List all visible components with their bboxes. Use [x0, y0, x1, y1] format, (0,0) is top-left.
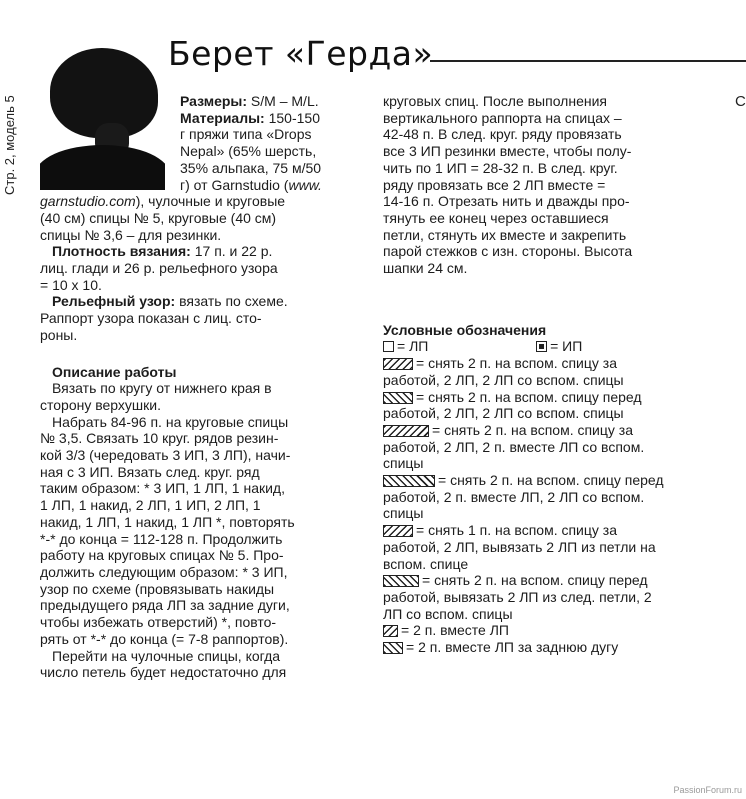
legend-cable-1: = снять 2 п. на вспом. спицу за	[383, 355, 723, 372]
density-line: Плотность вязания: 17 п. и 22 р.	[52, 243, 273, 260]
legend-cable-6: = снять 2 п. на вспом. спицу перед	[383, 572, 723, 589]
relief-pattern-line: Рельефный узор: вязать по схеме.	[52, 293, 288, 310]
website-link: www.	[288, 176, 322, 193]
cable-back-inc-symbol-icon	[383, 525, 413, 537]
page-reference-caption: Стр. 2, модель 5	[2, 95, 17, 195]
legend-lp-ip: = ЛП = ИП	[383, 338, 723, 355]
legend-cable-2: = снять 2 п. на вспом. спицу перед	[383, 389, 723, 406]
website-link-cont: garnstudio.com	[40, 193, 136, 210]
sizes-line: Размеры: S/M – M/L.	[180, 93, 319, 109]
cable-front-inc-symbol-icon	[383, 575, 419, 587]
legend-cable-4: = снять 2 п. на вспом. спицу перед	[383, 472, 723, 489]
materials-line: Материалы: 150-150	[180, 109, 320, 126]
knit-symbol-icon	[383, 341, 394, 352]
cropped-edge-letter: С	[735, 93, 746, 110]
k2tog-symbol-icon	[383, 625, 398, 637]
site-watermark: PassionForum.ru	[673, 785, 742, 795]
legend-k2tog-tbl: = 2 п. вместе ЛП за заднюю дугу	[383, 639, 723, 656]
left-column: Размеры: S/M – M/L. Материалы: 150-150 г пряжи типа «Drops Nepal» (65% шерсть, 35% альпака, 75 м/50 г) от Garnstudio (www. garnstudio.com), чулочные и круговые (40 см) спицы № 5, круговые (40 см) спицы № 3,6 – для резинки. Плотность вязания: 17 п. и 22 р. лиц. глади и 26 р. рельефного узора = 10 х 10. Рельефный узор: вязать по схеме. Раппорт узора показан с лиц. сто- роны. Описание работы Вязать по кругу от нижнего края в сторону верхушки. Набрать 84-96 п. на круговые спицы № 3,5. Связать 10 круг. рядов резин- кой 3/3 (чередовать 3 ИП, 3 ЛП), начи- ная с 3 ИП. Вязать след. круг. ряд таким образом: * 3 ИП, 1 ЛП, 1 накид, 1 ЛП, 1 накид, 2 ЛП, 1 ИП, 2 ЛП, 1 накид, 1 ЛП, 1 накид, 1 ЛП *, повторять *-* до конца = 112-128 п. Продолжить работу на круговых спицах № 5. Про- должить следующим образом: * 3 ИП, узор по схеме (провязывать накиды предыдущего ряда ЛП за задние дуги, чтобы избежать отверстий) *, повто- рять от *-* до конца (= 7-8 раппортов). Перейти на чулочные спицы, когда число петель будет недостаточно для	[40, 93, 362, 681]
cable-front-dec-symbol-icon	[383, 475, 435, 487]
description-heading: Описание работы	[52, 363, 177, 380]
k2tog-tbl-symbol-icon	[383, 642, 403, 654]
cable-front-symbol-icon	[383, 392, 413, 404]
cable-back-dec-symbol-icon	[383, 425, 429, 437]
legend-heading: Условные обозначения	[383, 321, 547, 338]
cable-back-symbol-icon	[383, 358, 413, 370]
legend-cable-3: = снять 2 п. на вспом. спицу за	[383, 422, 723, 439]
legend-cable-5: = снять 1 п. на вспом. спицу за	[383, 522, 723, 539]
title-divider	[430, 60, 746, 62]
right-column: круговых спиц. После выполнения вертикального раппорта на спицах – 42-48 п. В след. круг. ряду провязать все 3 ИП резинки вместе, чтобы полу- чить по 1 ИП = 28-32 п. В след. круг. ряду провязать все 2 ЛП вместе = 14-16 п. Отрезать нить и дважды про- тянуть ее конец через оставшиеся петли, стянуть их вместе и закрепить парой стежков с изн. стороны. Высота шапки 24 см. Условные обозначения = ЛП = ИП = снять 2 п. на вспом. спицу за работой, 2 ЛП, 2 ЛП со вспом. спицы = снять 2 п. на вспом. спицу перед работой, 2 ЛП, 2 ЛП со вспом. спицы = снять 2 п. на вспом. спицу за работой, 2 ЛП, 2 п. вместе ЛП со вспом. спицы = снять 2 п. на вспом. спицу перед работой, 2 п. вместе ЛП, 2 ЛП со вспом. спицы = снять 1 п. на вспом. спицу за работой, 2 ЛП, вывязать 2 ЛП из петли на вспом. спице = снять 2 п. на вспом. спицу перед работой, вывязать 2 ЛП из след. петли, 2 ЛП со вспом. спицы = 2 п. вместе ЛП = 2 п. вместе ЛП за заднюю дугу	[383, 93, 723, 656]
legend-k2tog: = 2 п. вместе ЛП	[383, 622, 723, 639]
page-title: Берет «Герда»	[168, 34, 434, 73]
purl-symbol-icon	[536, 341, 547, 352]
